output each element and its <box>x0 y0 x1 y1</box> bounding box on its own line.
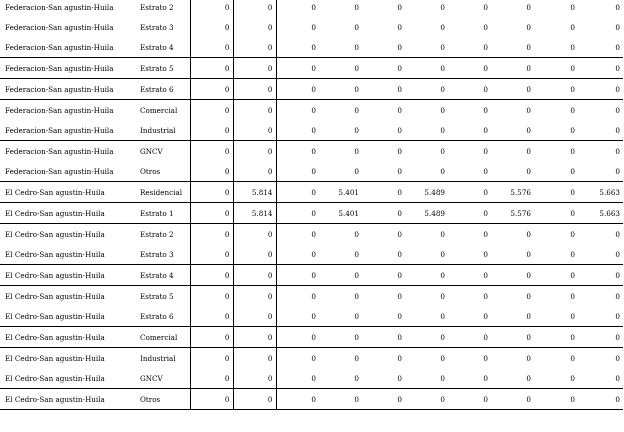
value-cell: 0 <box>233 100 276 121</box>
value-cell: 0 <box>570 22 575 32</box>
value-cell: 0 <box>615 249 620 259</box>
value-cell: 0 <box>491 348 534 369</box>
value-cell: 0 <box>483 249 488 259</box>
value-cell: 0 <box>448 389 491 410</box>
segment-cell: Estrato 3 <box>140 249 174 259</box>
value-cell: 0 <box>190 79 233 100</box>
table-row <box>0 141 623 162</box>
value-cell: 0 <box>448 100 491 121</box>
value-cell: 0 <box>570 311 575 321</box>
value-cell: 0 <box>190 161 233 182</box>
value-cell: 0 <box>190 100 233 121</box>
value-cell: 0 <box>190 368 233 389</box>
segment-cell: Estrato 6 <box>140 311 174 321</box>
segment-cell: Estrato 5 <box>138 286 190 307</box>
value-cell: 0 <box>448 327 491 348</box>
value-cell: 0 <box>354 311 359 321</box>
location-cell: Federacion-San agustin-Huila <box>0 141 138 162</box>
value-cell: 0 <box>190 389 233 410</box>
value-cell: 0 <box>405 224 448 245</box>
value-cell: 0 <box>534 141 578 162</box>
value-cell: 0 <box>311 22 316 32</box>
value-cell: 0 <box>319 265 362 286</box>
value-cell: 0 <box>319 389 362 410</box>
value-cell: 0 <box>491 79 534 100</box>
value-cell: 0 <box>354 125 359 135</box>
value-cell: 0 <box>534 100 578 121</box>
segment-cell: Estrato 1 <box>138 203 190 224</box>
value-cell: 0 <box>448 58 491 79</box>
value-cell: 0 <box>440 2 445 12</box>
table-row <box>0 389 623 410</box>
value-cell: 0 <box>233 79 276 100</box>
value-cell: 0 <box>440 166 445 176</box>
value-cell: 0 <box>397 22 402 32</box>
value-cell: 0 <box>440 22 445 32</box>
value-cell: 0 <box>526 22 531 32</box>
location-cell: El Cedro-San agustin-Huila <box>5 311 105 321</box>
segment-cell: Industrial <box>140 125 176 135</box>
value-cell: 0 <box>448 141 491 162</box>
value-cell: 0 <box>491 327 534 348</box>
value-cell: 0 <box>190 37 233 58</box>
value-cell: 0 <box>526 373 531 383</box>
value-cell: 0 <box>397 311 402 321</box>
value-cell: 0 <box>448 182 491 203</box>
value-cell: 0 <box>615 2 620 12</box>
value-cell: 0 <box>491 58 534 79</box>
value-cell: 0 <box>319 141 362 162</box>
value-cell: 0 <box>233 265 276 286</box>
value-cell: 0 <box>578 58 623 79</box>
value-cell: 0 <box>615 22 620 32</box>
value-cell: 0 <box>615 42 620 52</box>
value-cell: 0 <box>190 244 233 265</box>
value-cell: 0 <box>362 58 405 79</box>
value-cell: 0 <box>233 17 276 37</box>
value-cell: 0 <box>276 348 319 369</box>
value-cell: 0 <box>570 166 575 176</box>
value-cell: 0 <box>190 0 233 17</box>
value-cell: 0 <box>190 348 233 369</box>
value-cell: 0 <box>276 265 319 286</box>
segment-cell: GNCV <box>140 373 163 383</box>
value-cell: 0 <box>491 286 534 307</box>
value-cell: 0 <box>319 286 362 307</box>
value-cell: 0 <box>534 224 578 245</box>
value-cell: 5.814 <box>233 203 276 224</box>
segment-cell: Industrial <box>138 348 190 369</box>
value-cell: 0 <box>190 58 233 79</box>
value-cell: 0 <box>233 327 276 348</box>
value-cell: 0 <box>233 0 276 17</box>
value-cell: 0 <box>491 224 534 245</box>
segment-cell: Estrato 5 <box>138 58 190 79</box>
value-cell: 0 <box>233 368 276 389</box>
value-cell: 0 <box>362 286 405 307</box>
value-cell: 0 <box>483 311 488 321</box>
value-cell: 5.489 <box>405 182 448 203</box>
value-cell: 0 <box>276 286 319 307</box>
value-cell: 0 <box>483 2 488 12</box>
value-cell: 0 <box>319 224 362 245</box>
value-cell: 0 <box>362 182 405 203</box>
value-cell: 0 <box>405 286 448 307</box>
value-cell: 0 <box>276 389 319 410</box>
value-cell: 0 <box>405 327 448 348</box>
value-cell: 0 <box>276 182 319 203</box>
table-row <box>0 348 623 369</box>
value-cell: 0 <box>354 42 359 52</box>
value-cell: 0 <box>190 265 233 286</box>
value-cell: 0 <box>526 125 531 135</box>
value-cell: 0 <box>276 141 319 162</box>
value-cell: 0 <box>534 327 578 348</box>
value-cell: 0 <box>405 389 448 410</box>
value-cell: 0 <box>491 141 534 162</box>
value-cell: 0 <box>233 286 276 307</box>
value-cell: 0 <box>311 311 316 321</box>
value-cell: 0 <box>491 389 534 410</box>
value-cell: 0 <box>570 373 575 383</box>
value-cell: 0 <box>319 327 362 348</box>
table-row <box>0 120 623 141</box>
table-row <box>0 224 623 245</box>
value-cell: 0 <box>578 100 623 121</box>
value-cell: 0 <box>615 373 620 383</box>
value-cell: 0 <box>405 265 448 286</box>
value-cell: 0 <box>397 373 402 383</box>
value-cell: 0 <box>526 311 531 321</box>
location-cell: Federacion-San agustin-Huila <box>0 58 138 79</box>
value-cell: 0 <box>440 125 445 135</box>
value-cell: 0 <box>362 141 405 162</box>
segment-cell: Comercial <box>138 100 190 121</box>
value-cell: 0 <box>534 286 578 307</box>
location-cell: El Cedro-San agustin-Huila <box>0 327 138 348</box>
value-cell: 0 <box>615 311 620 321</box>
value-cell: 0 <box>405 141 448 162</box>
value-cell: 0 <box>354 373 359 383</box>
value-cell: 0 <box>319 348 362 369</box>
value-cell: 0 <box>233 120 276 141</box>
table-row <box>0 286 623 307</box>
value-cell: 0 <box>362 265 405 286</box>
table-row <box>0 368 623 389</box>
value-cell: 5.663 <box>578 203 623 224</box>
location-cell: Federacion-San agustin-Huila <box>5 42 114 52</box>
segment-cell: Estrato 4 <box>140 42 174 52</box>
value-cell: 0 <box>578 348 623 369</box>
value-cell: 0 <box>534 203 578 224</box>
value-cell: 5.576 <box>491 203 534 224</box>
table-row <box>0 100 623 121</box>
value-cell: 0 <box>534 389 578 410</box>
value-cell: 0 <box>440 311 445 321</box>
value-cell: 0 <box>483 42 488 52</box>
value-cell: 0 <box>190 17 233 37</box>
value-cell: 0 <box>491 100 534 121</box>
value-cell: 0 <box>448 286 491 307</box>
location-cell: El Cedro-San agustin-Huila <box>0 265 138 286</box>
location-cell: El Cedro-San agustin-Huila <box>5 249 105 259</box>
location-cell: El Cedro-San agustin-Huila <box>0 203 138 224</box>
table-row <box>0 244 623 265</box>
value-cell: 0 <box>534 265 578 286</box>
value-cell: 0 <box>233 306 276 327</box>
value-cell: 5.576 <box>491 182 534 203</box>
location-cell: Federacion-San agustin-Huila <box>0 100 138 121</box>
value-cell: 0 <box>578 286 623 307</box>
value-cell: 0 <box>483 166 488 176</box>
value-cell: 5.401 <box>319 182 362 203</box>
value-cell: 0 <box>483 125 488 135</box>
value-cell: 0 <box>233 37 276 58</box>
location-cell: Federacion-San agustin-Huila <box>5 166 114 176</box>
value-cell: 0 <box>354 2 359 12</box>
table-row <box>0 182 623 203</box>
value-cell: 0 <box>319 58 362 79</box>
location-cell: El Cedro-San agustin-Huila <box>0 348 138 369</box>
value-cell: 0 <box>354 166 359 176</box>
value-cell: 0 <box>190 182 233 203</box>
segment-cell: Estrato 2 <box>140 2 174 12</box>
value-cell: 0 <box>570 42 575 52</box>
value-cell: 0 <box>319 79 362 100</box>
value-cell: 0 <box>397 166 402 176</box>
value-cell: 0 <box>276 58 319 79</box>
value-cell: 0 <box>405 348 448 369</box>
value-cell: 0 <box>233 141 276 162</box>
table-row <box>0 161 623 182</box>
value-cell: 0 <box>405 79 448 100</box>
value-cell: 0 <box>311 2 316 12</box>
value-cell: 0 <box>440 373 445 383</box>
segment-cell: Otros <box>140 166 161 176</box>
value-cell: 0 <box>233 389 276 410</box>
location-cell: El Cedro-San agustin-Huila <box>0 286 138 307</box>
value-cell: 0 <box>311 125 316 135</box>
value-cell: 0 <box>397 249 402 259</box>
value-cell: 0 <box>526 166 531 176</box>
value-cell: 0 <box>578 141 623 162</box>
value-cell: 0 <box>311 42 316 52</box>
value-cell: 0 <box>491 265 534 286</box>
value-cell: 0 <box>405 100 448 121</box>
table-row <box>0 306 623 327</box>
location-cell: Federacion-San agustin-Huila <box>0 79 138 100</box>
location-cell: Federacion-San agustin-Huila <box>5 2 114 12</box>
value-cell: 0 <box>397 42 402 52</box>
location-cell: El Cedro-San agustin-Huila <box>0 224 138 245</box>
value-cell: 0 <box>190 327 233 348</box>
value-cell: 0 <box>440 42 445 52</box>
value-cell: 0 <box>190 306 233 327</box>
value-cell: 0 <box>276 327 319 348</box>
value-cell: 0 <box>233 348 276 369</box>
table-row <box>0 327 623 348</box>
value-cell: 0 <box>483 22 488 32</box>
value-cell: 0 <box>448 224 491 245</box>
value-cell: 0 <box>578 327 623 348</box>
value-cell: 0 <box>190 141 233 162</box>
value-cell: 0 <box>397 2 402 12</box>
value-cell: 0 <box>448 79 491 100</box>
value-cell: 0 <box>362 203 405 224</box>
value-cell: 5.814 <box>233 182 276 203</box>
value-cell: 0 <box>276 79 319 100</box>
value-cell: 0 <box>483 373 488 383</box>
table-row <box>0 265 623 286</box>
value-cell: 0 <box>311 166 316 176</box>
value-cell: 0 <box>615 166 620 176</box>
location-cell: El Cedro-San agustin-Huila <box>0 389 138 410</box>
value-cell: 0 <box>362 224 405 245</box>
value-cell: 0 <box>526 249 531 259</box>
value-cell: 0 <box>233 58 276 79</box>
value-cell: 0 <box>448 265 491 286</box>
value-cell: 0 <box>526 42 531 52</box>
location-cell: El Cedro-San agustin-Huila <box>0 182 138 203</box>
value-cell: 0 <box>362 327 405 348</box>
value-cell: 0 <box>190 120 233 141</box>
value-cell: 0 <box>276 203 319 224</box>
location-cell: Federacion-San agustin-Huila <box>5 22 114 32</box>
table-row <box>0 203 623 224</box>
segment-cell: Otros <box>138 389 190 410</box>
value-cell: 0 <box>578 389 623 410</box>
value-cell: 0 <box>190 224 233 245</box>
value-cell: 0 <box>570 125 575 135</box>
value-cell: 0 <box>362 100 405 121</box>
segment-cell: GNCV <box>138 141 190 162</box>
location-cell: El Cedro-San agustin-Huila <box>5 373 105 383</box>
value-cell: 0 <box>534 182 578 203</box>
value-cell: 0 <box>354 22 359 32</box>
table-row <box>0 0 623 17</box>
value-cell: 0 <box>397 125 402 135</box>
value-cell: 0 <box>311 373 316 383</box>
segment-cell: Estrato 6 <box>138 79 190 100</box>
value-cell: 0 <box>190 203 233 224</box>
table-row <box>0 17 623 37</box>
value-cell: 0 <box>276 100 319 121</box>
value-cell: 0 <box>276 224 319 245</box>
value-cell: 0 <box>578 265 623 286</box>
value-cell: 0 <box>615 125 620 135</box>
segment-cell: Comercial <box>138 327 190 348</box>
value-cell: 0 <box>448 348 491 369</box>
value-cell: 0 <box>534 79 578 100</box>
value-cell: 0 <box>570 2 575 12</box>
segment-cell: Residencial <box>138 182 190 203</box>
value-cell: 0 <box>311 249 316 259</box>
table-row <box>0 37 623 58</box>
value-cell: 0 <box>319 100 362 121</box>
value-cell: 0 <box>233 161 276 182</box>
segment-cell: Estrato 4 <box>138 265 190 286</box>
value-cell: 5.401 <box>319 203 362 224</box>
table-row <box>0 58 623 79</box>
value-cell: 0 <box>233 244 276 265</box>
value-cell: 0 <box>440 249 445 259</box>
value-cell: 0 <box>362 348 405 369</box>
value-cell: 5.663 <box>578 182 623 203</box>
segment-cell: Estrato 3 <box>140 22 174 32</box>
value-cell: 0 <box>190 286 233 307</box>
value-cell: 0 <box>578 224 623 245</box>
table-row <box>0 79 623 100</box>
value-cell: 5.489 <box>405 203 448 224</box>
value-cell: 0 <box>578 79 623 100</box>
location-cell: Federacion-San agustin-Huila <box>5 125 114 135</box>
value-cell: 0 <box>233 224 276 245</box>
value-cell: 0 <box>405 58 448 79</box>
value-cell: 0 <box>362 389 405 410</box>
value-cell: 0 <box>362 79 405 100</box>
value-cell: 0 <box>570 249 575 259</box>
value-cell: 0 <box>534 348 578 369</box>
segment-cell: Estrato 2 <box>138 224 190 245</box>
value-cell: 0 <box>526 2 531 12</box>
value-cell: 0 <box>448 203 491 224</box>
value-cell: 0 <box>354 249 359 259</box>
value-cell: 0 <box>534 58 578 79</box>
